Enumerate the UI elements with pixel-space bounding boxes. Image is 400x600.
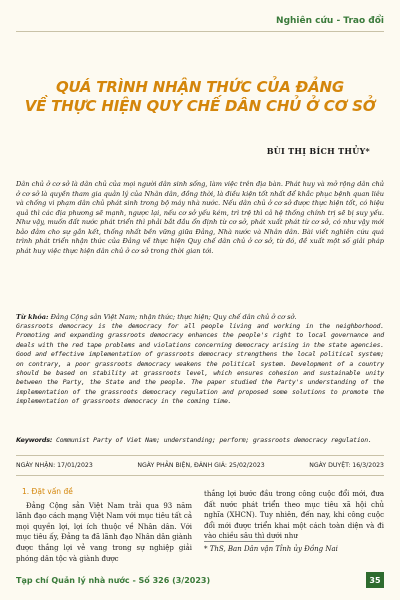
date-approved: NGÀY DUYỆT: 16/3/2023 [309, 462, 384, 469]
journal-name: Tạp chí Quản lý nhà nước - Số 326 (3/2023) [16, 575, 211, 585]
page-number: 35 [366, 572, 384, 588]
abstract-vietnamese: Dân chủ ở cơ sở là dân chủ của mọi người dân sinh sống, làm việc trên địa bàn. Phát huy và mở rộng dân chủ ở cơ sở là quyền tham gia quản lý của Nhân dân, đồng thời, là điều kiện tốt nhất để khắc phục bệnh quan liêu và chống vi phạm dân chủ phát sinh trong bộ máy nhà nước. Nếu dân chủ ở cơ sở được thực hiện tốt, có hiệu quả thì các địa phương sẽ mạnh, ngược lại, nếu cơ sở yếu kém, trì trệ thì cả hệ thống chính trị sẽ bị suy yếu. Như vậy, muốn đất nước phát triển thì phải bắt đầu ổn định từ cơ sở, phát xuất phát từ cơ sở, có như vậy mới bảo đảm cho sự gắn kết, thống nhất bền vững giữa Đảng, Nhà nước và Nhân dân. Bài viết nghiên cứu quá trình phát triển nhận thức của Đảng về thực hiện Quy chế dân chủ ở cơ sở, từ đó, đề xuất một số giải pháp phát huy việc thực hiện dân chủ ở cơ sở trong thời gian tới. [16, 180, 384, 255]
author-name: BÙI THỊ BÍCH THỦY* [266, 146, 370, 156]
keywords-en-text: Communist Party of Viet Nam; understanding; perform; grassroots democracy regulation. [52, 436, 372, 444]
body-column-right [204, 489, 384, 542]
body-paragraph: Đảng Cộng sản Việt Nam trải qua 93 năm lãnh đạo cách mạng Việt Nam với mục tiêu tất cả mọi quyền lợi, lợi ích thuộc về Nhân dân. Với mục tiêu ấy, Đảng ta đã lãnh đạo Nhân dân giành được thắng lợi vẻ vang trong sự nghiệp giải phóng dân tộc và giành được [16, 501, 192, 563]
body-column-left [16, 487, 192, 564]
article-title [16, 78, 384, 116]
body-paragraph: thắng lợi bước đầu trong công cuộc đổi mới, đưa đất nước phát triển theo mục tiêu xã hội chủ nghĩa (XHCN). Tuy nhiên, đến nay, khi công cuộc đổi mới được triển khai một cách toàn diện và đi vào chiều sâu thì dưới như [204, 490, 384, 541]
header-bar [16, 10, 384, 32]
divider [16, 455, 384, 456]
section-heading: 1. Đặt vấn đề [22, 487, 73, 496]
keywords-vietnamese [16, 313, 384, 322]
keywords-en-label: Keywords: [16, 436, 53, 444]
article-dates [16, 462, 384, 469]
keywords-english [16, 436, 384, 445]
section-label: Nghiên cứu - Trao đổi [276, 16, 384, 26]
title-line-1: QUÁ TRÌNH NHẬN THỨC CỦA ĐẢNG [55, 78, 345, 96]
keywords-vi-label: Từ khóa: [16, 313, 49, 321]
page-footer [16, 572, 384, 588]
footnote-divider [204, 541, 274, 542]
divider [16, 475, 384, 476]
date-received: NGÀY NHẬN: 17/01/2023 [16, 462, 93, 469]
title-line-2: VỀ THỰC HIỆN QUY CHẾ DÂN CHỦ Ở CƠ SỞ [24, 97, 376, 115]
footnote: * ThS, Ban Dân vận Tỉnh ủy Đồng Nai [204, 545, 338, 553]
abstract-english: Grassroots democracy is the democracy for all people living and working in the neighborhood. Promoting and expanding grassroots democracy enhances the people's right to local governance and deals with the red tape problems and violations concerning democracy arising in the state agencies. Good and effective implementation of grassroots democracy strengthens the local political system; on contrary, a poor grassroots democracy weakens the political system. Development of a country should be based on stability at grassroots level, which ensures cohesion and sustainable unity between the Party, the State and the people. The paper studied the Party's understanding of the implementation of the grassroots democracy regulation and proposed some solutions to promote the implementation of grassroots democracy in the coming time. [16, 322, 384, 406]
date-reviewed: NGÀY PHẢN BIỆN, ĐÁNH GIÁ: 25/02/2023 [137, 462, 265, 469]
keywords-vi-text: Đảng Cộng sản Việt Nam; nhận thức; thực hiện; Quy chế dân chủ ở cơ sở. [48, 313, 297, 321]
